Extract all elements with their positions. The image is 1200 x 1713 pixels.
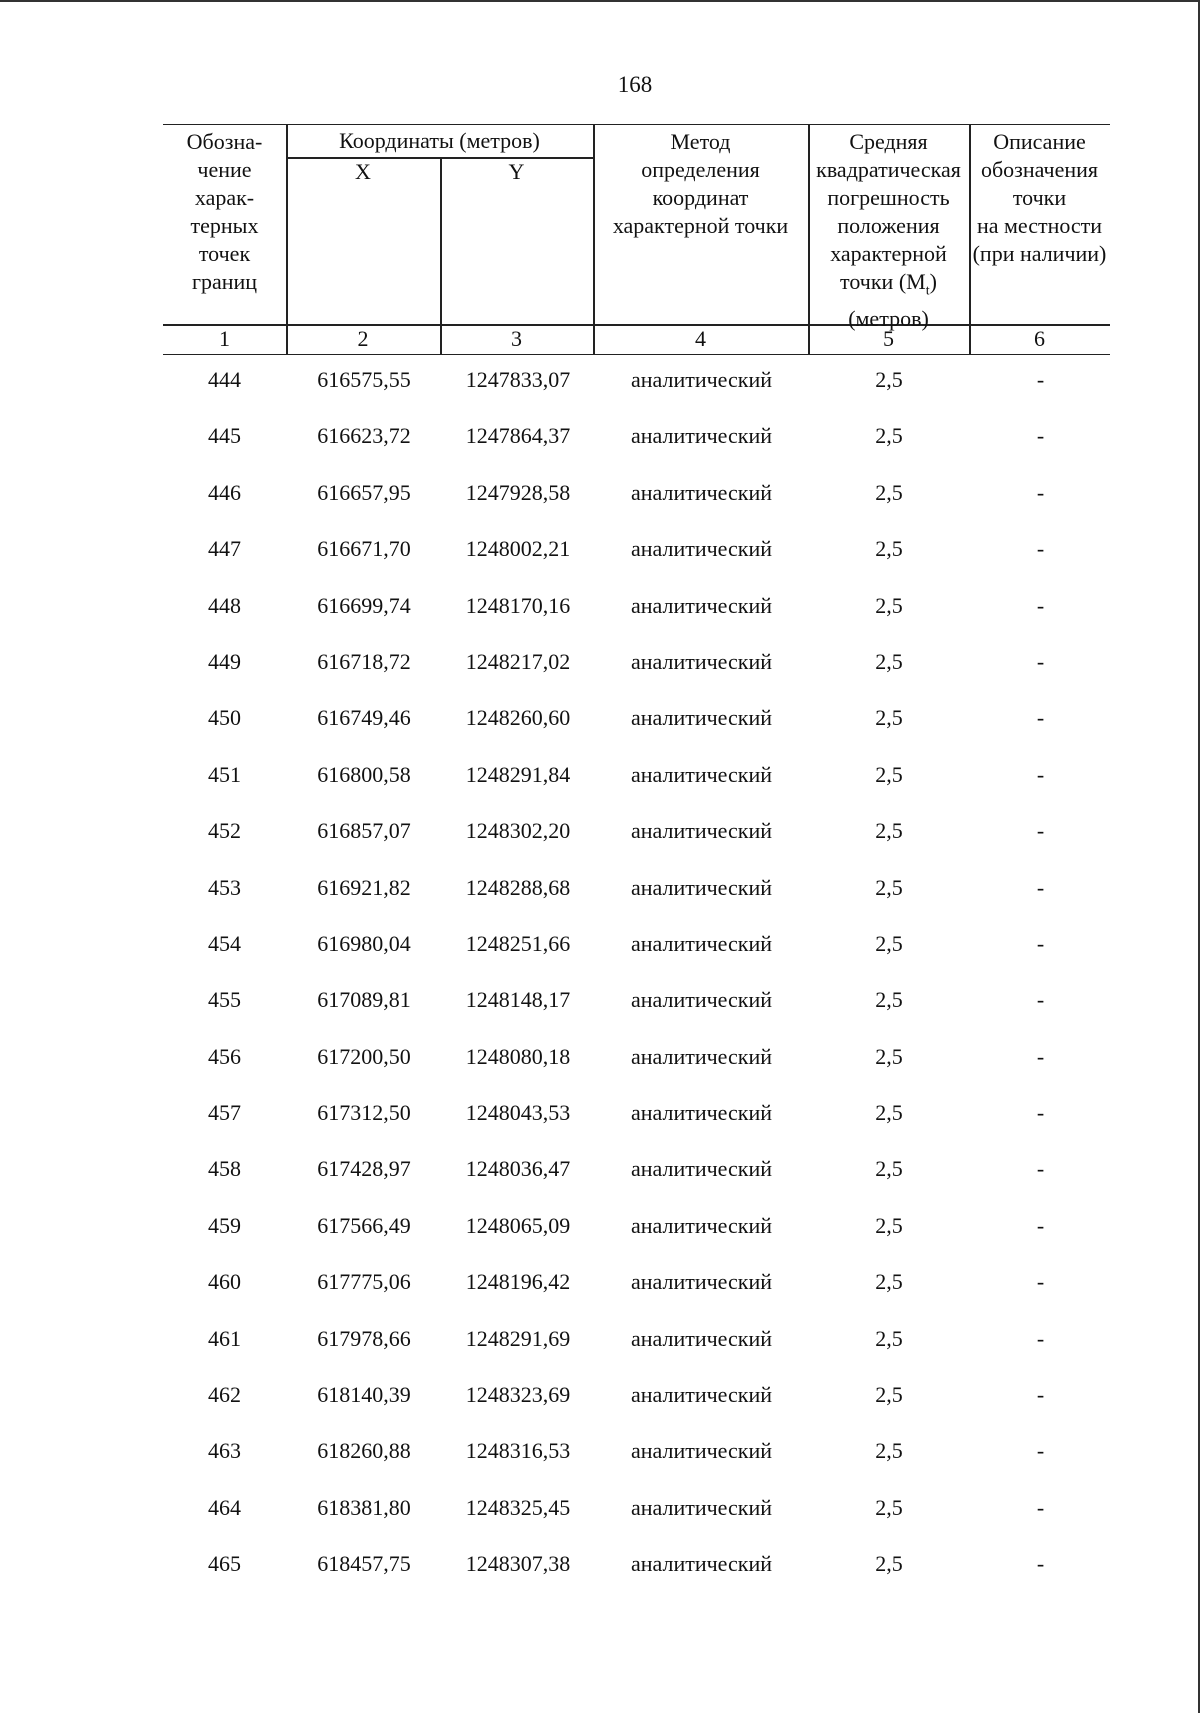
description-cell: -: [1036, 648, 1045, 674]
mean-square-error-cell: 2,5: [875, 1438, 903, 1464]
mean-square-error-cell: 2,5: [875, 367, 903, 392]
mean-square-error-cell: 2,5: [875, 423, 903, 449]
mean-square-error-cell: 2,5: [875, 648, 903, 674]
coordinate-x-cell: 617566,49: [317, 1212, 411, 1238]
coordinate-y-cell: 1248043,53: [465, 1100, 571, 1126]
header-coordinates-group: Координаты (метров): [339, 128, 540, 153]
method-cell: аналитический: [630, 930, 772, 956]
coordinate-y-cell: 1247864,37: [465, 423, 571, 449]
method-cell: аналитический: [630, 1325, 772, 1351]
coordinate-y-cell: 1248291,69: [465, 1325, 571, 1351]
header-mean-square-error-subscript: t: [925, 283, 930, 299]
coordinate-x-cell: 616671,70: [317, 536, 411, 562]
header-mean-square-error: [808, 128, 969, 333]
method-cell: аналитический: [630, 1269, 772, 1295]
coordinate-y-cell: 1248325,45: [465, 1494, 571, 1520]
description-cell: -: [1036, 592, 1045, 618]
method-cell: аналитический: [630, 1156, 772, 1182]
coordinate-x-cell: 616575,55: [317, 367, 411, 392]
method-cell: аналитический: [630, 1382, 772, 1408]
header-description: Описание обозначения точки на местности (при наличии): [972, 129, 1107, 266]
coordinate-x-cell: 616749,46: [317, 705, 411, 731]
point-number-cell: 464: [208, 1494, 241, 1520]
mean-square-error-cell: 2,5: [875, 1325, 903, 1351]
description-cell: -: [1036, 818, 1045, 844]
description-cell: -: [1036, 367, 1045, 392]
description-cell: -: [1036, 761, 1045, 787]
method-cell: аналитический: [630, 592, 772, 618]
table-row: [163, 863, 1110, 919]
table-row: [163, 1201, 1110, 1257]
description-cell: -: [1036, 1325, 1045, 1351]
coordinate-y-cell: 1248288,68: [465, 874, 571, 900]
method-cell: аналитический: [630, 1438, 772, 1464]
table-row: [163, 1144, 1110, 1200]
description-cell: -: [1036, 1156, 1045, 1182]
description-cell: -: [1036, 1212, 1045, 1238]
header-y: Y: [508, 159, 525, 184]
table-row: [163, 975, 1110, 1031]
coordinate-x-cell: 617312,50: [317, 1100, 411, 1126]
coordinate-x-cell: 617089,81: [317, 987, 411, 1013]
coordinate-y-cell: 1248036,47: [465, 1156, 571, 1182]
mean-square-error-cell: 2,5: [875, 1494, 903, 1520]
point-number-cell: 463: [208, 1438, 241, 1464]
point-number-cell: 451: [208, 761, 241, 787]
mean-square-error-cell: 2,5: [875, 1043, 903, 1069]
point-number-cell: 448: [208, 592, 241, 618]
method-cell: аналитический: [630, 1043, 772, 1069]
mean-square-error-cell: 2,5: [875, 874, 903, 900]
point-number-cell: 462: [208, 1382, 241, 1408]
coordinate-x-cell: 616718,72: [317, 648, 411, 674]
point-number-cell: 465: [208, 1551, 241, 1577]
coordinate-y-cell: 1248291,84: [465, 761, 571, 787]
method-cell: аналитический: [630, 705, 772, 731]
description-cell: -: [1036, 1551, 1045, 1577]
coordinate-y-cell: 1247833,07: [465, 367, 571, 392]
method-cell: аналитический: [630, 1212, 772, 1238]
description-cell: -: [1036, 705, 1045, 731]
coordinate-x-cell: 618140,39: [317, 1382, 411, 1408]
description-cell: -: [1036, 1494, 1045, 1520]
coordinate-y-cell: 1248323,69: [465, 1382, 571, 1408]
table-row: [163, 1426, 1110, 1482]
table-row: [163, 1257, 1110, 1313]
mean-square-error-cell: 2,5: [875, 592, 903, 618]
point-number-cell: 456: [208, 1043, 241, 1069]
header-mean-square-error-units: ) (метров): [848, 269, 937, 332]
coordinate-x-cell: 617428,97: [317, 1156, 411, 1182]
point-number-cell: 460: [208, 1269, 241, 1295]
mean-square-error-cell: 2,5: [875, 1382, 903, 1408]
mean-square-error-cell: 2,5: [875, 930, 903, 956]
method-cell: аналитический: [630, 1100, 772, 1126]
mean-square-error-cell: 2,5: [875, 536, 903, 562]
header-x: X: [355, 159, 371, 184]
coordinate-y-cell: 1248065,09: [465, 1212, 571, 1238]
table-row: [163, 1483, 1110, 1539]
point-number-cell: 453: [208, 874, 241, 900]
page-number: 168: [617, 72, 653, 97]
column-number: 2: [357, 326, 369, 351]
mean-square-error-cell: 2,5: [875, 818, 903, 844]
mean-square-error-cell: 2,5: [875, 479, 903, 505]
coordinate-x-cell: 616921,82: [317, 874, 411, 900]
point-number-cell: 449: [208, 648, 241, 674]
coordinate-y-cell: 1248302,20: [465, 818, 571, 844]
description-cell: -: [1036, 479, 1045, 505]
coordinate-y-cell: 1248217,02: [465, 648, 571, 674]
coordinate-y-cell: 1248260,60: [465, 705, 571, 731]
table-body: [163, 355, 1110, 1596]
table-row: [163, 1314, 1110, 1370]
table-row: [163, 1539, 1110, 1595]
column-number: 4: [695, 326, 706, 351]
method-cell: аналитический: [630, 367, 772, 392]
description-cell: -: [1036, 423, 1045, 449]
method-cell: аналитический: [630, 874, 772, 900]
mean-square-error-cell: 2,5: [875, 987, 903, 1013]
table-row: [163, 1032, 1110, 1088]
point-number-cell: 458: [208, 1156, 241, 1182]
coordinate-y-cell: 1248251,66: [465, 930, 571, 956]
coordinate-x-cell: 617775,06: [317, 1269, 411, 1295]
table-row: [163, 1088, 1110, 1144]
mean-square-error-cell: 2,5: [875, 705, 903, 731]
method-cell: аналитический: [630, 648, 772, 674]
table-row: [163, 468, 1110, 524]
point-number-cell: 444: [208, 367, 241, 392]
column-number: 6: [1034, 326, 1045, 351]
point-number-cell: 459: [208, 1212, 241, 1238]
mean-square-error-cell: 2,5: [875, 1100, 903, 1126]
coordinate-x-cell: 617978,66: [317, 1325, 411, 1351]
coordinate-x-cell: 618457,75: [317, 1551, 411, 1577]
mean-square-error-cell: 2,5: [875, 1156, 903, 1182]
column-number: 5: [883, 326, 894, 351]
table-row: [163, 693, 1110, 749]
method-cell: аналитический: [630, 818, 772, 844]
description-cell: -: [1036, 1269, 1045, 1295]
point-number-cell: 450: [208, 705, 241, 731]
point-number-cell: 454: [208, 930, 241, 956]
point-number-cell: 457: [208, 1100, 241, 1126]
method-cell: аналитический: [630, 1494, 772, 1520]
mean-square-error-cell: 2,5: [875, 1269, 903, 1295]
point-number-cell: 461: [208, 1325, 241, 1351]
coordinate-y-cell: 1248148,17: [465, 987, 571, 1013]
point-number-cell: 446: [208, 479, 241, 505]
coordinate-x-cell: 616800,58: [317, 761, 411, 787]
coordinate-x-cell: 616623,72: [317, 423, 411, 449]
coordinate-y-cell: 1248002,21: [465, 536, 571, 562]
column-number: 3: [511, 326, 522, 351]
header-point-designation: Обозна- чение харак- терных точек границ: [186, 129, 263, 294]
coordinate-x-cell: 616699,74: [317, 592, 411, 618]
point-number-cell: 447: [208, 536, 241, 562]
method-cell: аналитический: [630, 536, 772, 562]
coordinate-y-cell: 1248316,53: [465, 1438, 571, 1464]
method-cell: аналитический: [630, 479, 772, 505]
description-cell: -: [1036, 874, 1045, 900]
description-cell: -: [1036, 1382, 1045, 1408]
point-number-cell: 452: [208, 818, 241, 844]
method-cell: аналитический: [630, 761, 772, 787]
table-row: [163, 411, 1110, 467]
table-row: [163, 806, 1110, 862]
mean-square-error-cell: 2,5: [875, 1212, 903, 1238]
description-cell: -: [1036, 930, 1045, 956]
coordinate-y-cell: 1248170,16: [465, 592, 571, 618]
description-cell: -: [1036, 1438, 1045, 1464]
coordinate-y-cell: 1248196,42: [465, 1269, 571, 1295]
mean-square-error-cell: 2,5: [875, 1551, 903, 1577]
coordinates-table: [163, 124, 1110, 1596]
coordinate-y-cell: 1247928,58: [465, 479, 571, 505]
point-number-cell: 445: [208, 423, 241, 449]
table-row: [163, 750, 1110, 806]
coordinate-x-cell: 618381,80: [317, 1494, 411, 1520]
point-number-cell: 455: [208, 987, 241, 1013]
coordinate-x-cell: 618260,88: [317, 1438, 411, 1464]
mean-square-error-cell: 2,5: [875, 761, 903, 787]
table-row: [163, 355, 1110, 411]
header-mean-square-error-text: Средняя квадратическая погрешность положения характерной точки (M: [816, 129, 961, 294]
description-cell: -: [1036, 1043, 1045, 1069]
coordinate-y-cell: 1248307,38: [465, 1551, 571, 1577]
coordinate-y-cell: 1248080,18: [465, 1043, 571, 1069]
table-row: [163, 581, 1110, 637]
coordinate-x-cell: 617200,50: [317, 1043, 411, 1069]
description-cell: -: [1036, 536, 1045, 562]
header-method: Метод определения координат характерной точки: [612, 129, 789, 238]
coordinate-x-cell: 616657,95: [317, 479, 411, 505]
scan-border-top: [0, 0, 1200, 2]
description-cell: -: [1036, 1100, 1045, 1126]
method-cell: аналитический: [630, 1551, 772, 1577]
method-cell: аналитический: [630, 423, 772, 449]
coordinate-x-cell: 616980,04: [317, 930, 411, 956]
coordinate-x-cell: 616857,07: [317, 818, 411, 844]
table-header: [163, 124, 1110, 355]
method-cell: аналитический: [630, 987, 772, 1013]
description-cell: -: [1036, 987, 1045, 1013]
table-row: [163, 637, 1110, 693]
table-row: [163, 1370, 1110, 1426]
table-row: [163, 919, 1110, 975]
column-number: 1: [219, 326, 230, 351]
table-row: [163, 524, 1110, 580]
